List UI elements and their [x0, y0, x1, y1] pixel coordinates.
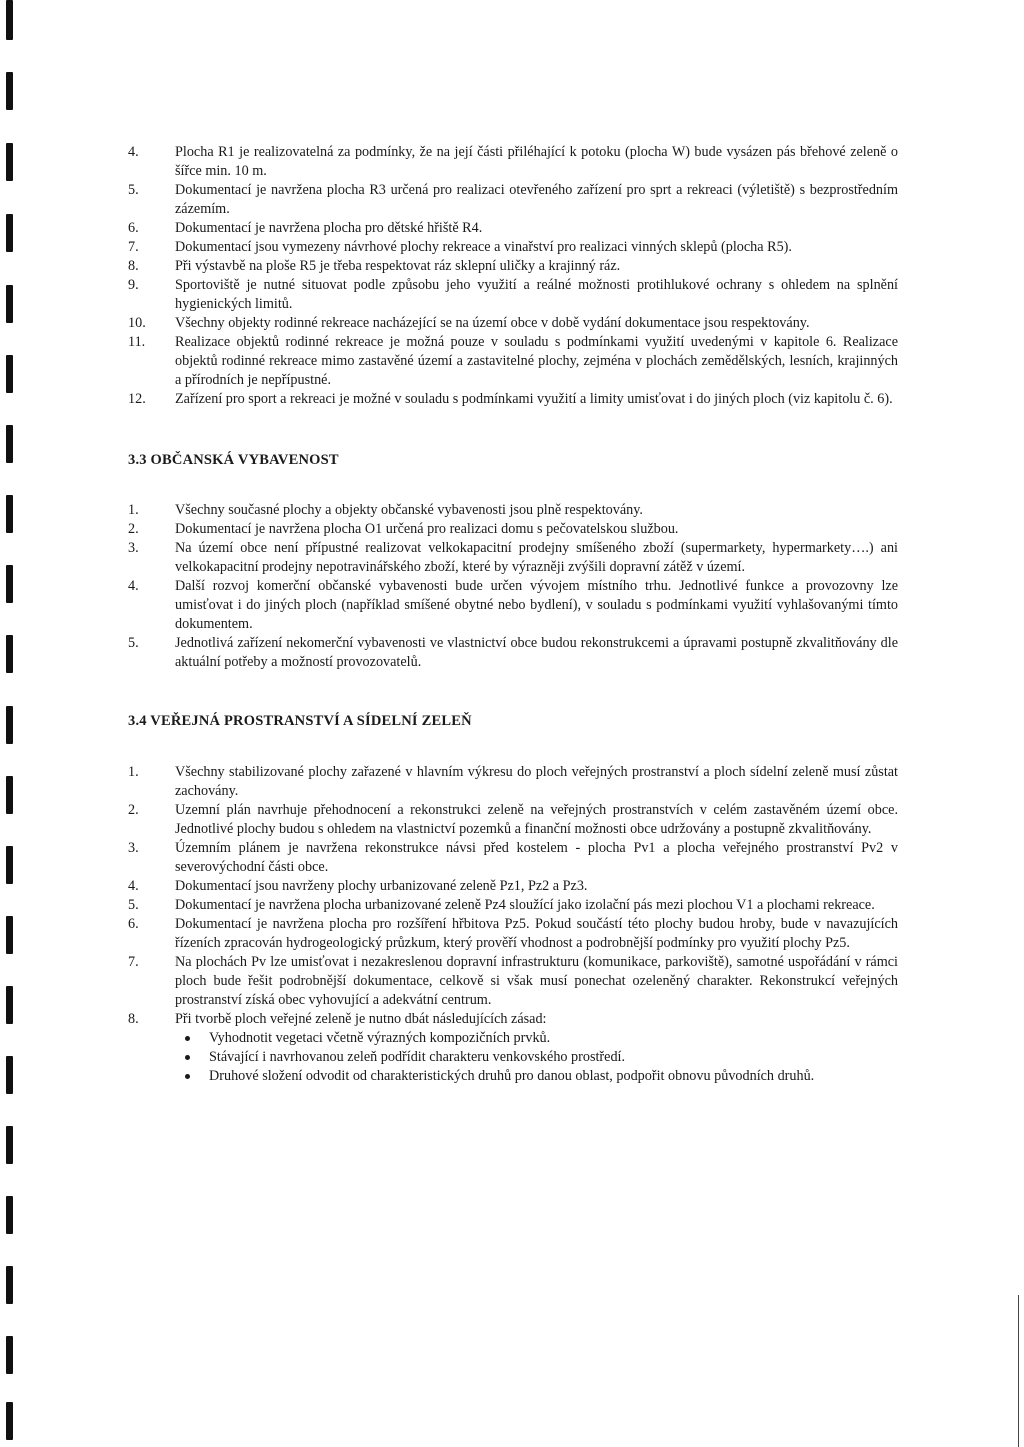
item-number: 4.	[128, 144, 139, 160]
list-item	[128, 276, 898, 314]
item-text: Plocha R1 je realizovatelná za podmínky, že na její části přiléhající k potoku (plocha W) bude vysázen pás břehové zeleně o šířce min. 10 m.	[175, 144, 898, 179]
item-text: Územním plánem je navržena rekonstrukce návsi před kostelem - plocha Pv1 a plocha veřejného prostranství Pv2 v severovýchodní části obce.	[175, 840, 898, 875]
list-item	[128, 953, 898, 1010]
item-number: 3.	[128, 840, 139, 856]
binding-mark	[6, 495, 13, 533]
item-number: 4.	[128, 578, 139, 594]
binding-mark	[6, 0, 13, 40]
item-number: 7.	[128, 239, 139, 255]
section-3-4-list	[128, 763, 898, 1086]
item-text: Jednotlivá zařízení nekomerční vybavenosti ve vlastnictví obce budou rekonstrukcemi a úpravami postupně zkvalitňovány dle aktuální potřeby a možností provozovatelů.	[175, 635, 898, 670]
list-item	[128, 143, 898, 181]
item-text: Všechny objekty rodinné rekreace nacházející se na území obce v době vydání dokumentace jsou respektovány.	[175, 315, 810, 331]
list-item	[128, 314, 898, 333]
binding-mark	[6, 1056, 13, 1094]
bullet-item: Vyhodnotit vegetaci včetně výrazných kompozičních prvků.	[175, 1029, 898, 1048]
margin-rule	[1018, 1295, 1019, 1447]
bullet-item: Druhové složení odvodit od charakteristických druhů pro danou oblast, podpořit obnovu původních druhů.	[175, 1067, 898, 1086]
section-heading-3-3: 3.3 OBČANSKÁ VYBAVENOST	[128, 452, 339, 468]
item-number: 2.	[128, 521, 139, 537]
item-number: 1.	[128, 764, 139, 780]
item-text: Sportoviště je nutné situovat podle způsobu jeho využití a reálné možnosti protihlukové ochrany s ohledem na splnění hygienických limitů.	[175, 277, 898, 312]
item-text: Dokumentací je navržena plocha pro dětské hřiště R4.	[175, 220, 483, 236]
item-number: 9.	[128, 277, 139, 293]
bullet-list	[175, 1029, 898, 1086]
binding-mark	[6, 565, 13, 603]
binding-mark	[6, 986, 13, 1024]
binding-mark	[6, 1402, 13, 1440]
item-number: 2.	[128, 802, 139, 818]
binding-mark	[6, 635, 13, 673]
item-number: 3.	[128, 540, 139, 556]
binding-mark	[6, 846, 13, 884]
binding-mark	[6, 355, 13, 393]
item-number: 10.	[128, 315, 146, 331]
item-text: Na území obce není přípustné realizovat velkokapacitní prodejny smíšeného zboží (supermarkety, hypermarkety….) ani velkokapacitní prodejny nepotravinářského zboží, které by výrazněji zvýšili dopravní zátěž v území.	[175, 540, 898, 575]
item-text: Všechny současné plochy a objekty občanské vybavenosti jsou plně respektovány.	[175, 502, 643, 518]
binding-mark	[6, 1126, 13, 1164]
binding-mark	[6, 214, 13, 252]
list-item	[128, 501, 898, 520]
item-number: 7.	[128, 954, 139, 970]
item-number: 6.	[128, 220, 139, 236]
binding-mark	[6, 72, 13, 110]
item-number: 5.	[128, 897, 139, 913]
list-item	[128, 634, 898, 672]
item-number: 4.	[128, 878, 139, 894]
item-number: 5.	[128, 182, 139, 198]
binding-mark	[6, 143, 13, 181]
item-text: Na plochách Pv lze umisťovat i nezakreslenou dopravní infrastrukturu (komunikace, parkoviště), samotné uspořádání v rámci ploch bude řešit podrobnější dokumentace, celkově si však musí ponechat ozeleněný charakter. Rekonstrukcí veřejných prostranství získá obec vyhovující a adekvátní centrum.	[175, 954, 898, 1008]
item-text: Dokumentací je navržena plocha pro rozšíření hřbitova Pz5. Pokud součástí této plochy budou hroby, bude v navazujících řízeních zpracován hydrogeologický průzkum, který prověří vhodnost a podrobnější podmínky pro využití plochy Pz5.	[175, 916, 898, 951]
list-item	[128, 915, 898, 953]
binding-mark	[6, 285, 13, 323]
binding-mark	[6, 425, 13, 463]
list-item	[128, 763, 898, 801]
list-item	[128, 539, 898, 577]
item-number: 1.	[128, 502, 139, 518]
list-item	[128, 333, 898, 390]
item-number: 6.	[128, 916, 139, 932]
item-text: Dokumentací je navržena plocha R3 určená pro realizaci otevřeného zařízení pro sprt a rekreaci (výletiště) s bezprostředním zázemím.	[175, 182, 898, 217]
item-text: Realizace objektů rodinné rekreace je možná pouze v souladu s podmínkami využití uvedenými v kapitole 6. Realizace objektů rodinné rekreace mimo zastavěné území a zastavitelné plochy, zejména v plochách zemědělských, lesních, krajinných a přírodních je nepřípustné.	[175, 334, 898, 388]
section-rekreace-list	[128, 143, 898, 409]
item-text: Dokumentací je navržena plocha O1 určená pro realizaci domu s pečovatelskou službou.	[175, 521, 679, 537]
section-heading-3-4: 3.4 VEŘEJNÁ PROSTRANSTVÍ A SÍDELNÍ ZELEŇ	[128, 713, 472, 729]
item-number: 11.	[128, 334, 146, 350]
section-3-3-list	[128, 501, 898, 672]
item-number: 8.	[128, 258, 139, 274]
binding-mark	[6, 1196, 13, 1234]
item-number: 8.	[128, 1011, 139, 1027]
list-item	[128, 390, 898, 409]
list-item	[128, 257, 898, 276]
binding-mark	[6, 1336, 13, 1374]
item-text: Při výstavbě na ploše R5 je třeba respektovat ráz sklepní uličky a krajinný ráz.	[175, 258, 621, 274]
document-body	[128, 143, 898, 1086]
list-item	[128, 219, 898, 238]
list-item	[128, 801, 898, 839]
item-text: Všechny stabilizované plochy zařazené v hlavním výkresu do ploch veřejných prostranství a ploch sídelní zeleně musí zůstat zachovány.	[175, 764, 898, 799]
binding-mark	[6, 776, 13, 814]
item-text: Dokumentací jsou vymezeny návrhové plochy rekreace a vinařství pro realizaci vinných sklepů (plocha R5).	[175, 239, 792, 255]
binding-mark	[6, 706, 13, 744]
list-item	[128, 520, 898, 539]
item-text: Další rozvoj komerční občanské vybavenosti bude určen vývojem místního trhu. Jednotlivé funkce a provozovny lze umisťovat i do jiných ploch (například smíšené obytné nebo bydlení), v souladu s podmínkami využití vyhlašovanými tímto dokumentem.	[175, 578, 898, 632]
binding-mark	[6, 916, 13, 954]
item-number: 12.	[128, 391, 146, 407]
item-number: 5.	[128, 635, 139, 651]
bullet-item: Stávající i navrhovanou zeleň podřídit charakteru venkovského prostředí.	[175, 1048, 898, 1067]
item-text: Uzemní plán navrhuje přehodnocení a rekonstrukci zeleně na veřejných prostranstvích v celém zastavěném území obce. Jednotlivé plochy budou s ohledem na vlastnictví pozemků a finanční možnosti obce udržovány a postupně zkvalitňovány.	[175, 802, 898, 837]
list-item	[128, 181, 898, 219]
list-item	[128, 896, 898, 915]
list-item	[128, 238, 898, 257]
item-text: Dokumentací je navržena plocha urbanizované zeleně Pz4 sloužící jako izolační pás mezi plochou V1 a plochami rekreace.	[175, 897, 875, 913]
list-item	[128, 877, 898, 896]
item-text: Při tvorbě ploch veřejné zeleně je nutno dbát následujících zásad:	[175, 1011, 547, 1027]
binding-mark	[6, 1266, 13, 1304]
item-text: Dokumentací jsou navrženy plochy urbanizované zeleně Pz1, Pz2 a Pz3.	[175, 878, 588, 894]
list-item	[128, 839, 898, 877]
list-item	[128, 577, 898, 634]
list-item	[128, 1010, 898, 1086]
item-text: Zařízení pro sport a rekreaci je možné v souladu s podmínkami využití a limity umisťovat i do jiných ploch (viz kapitolu č. 6).	[175, 391, 893, 407]
